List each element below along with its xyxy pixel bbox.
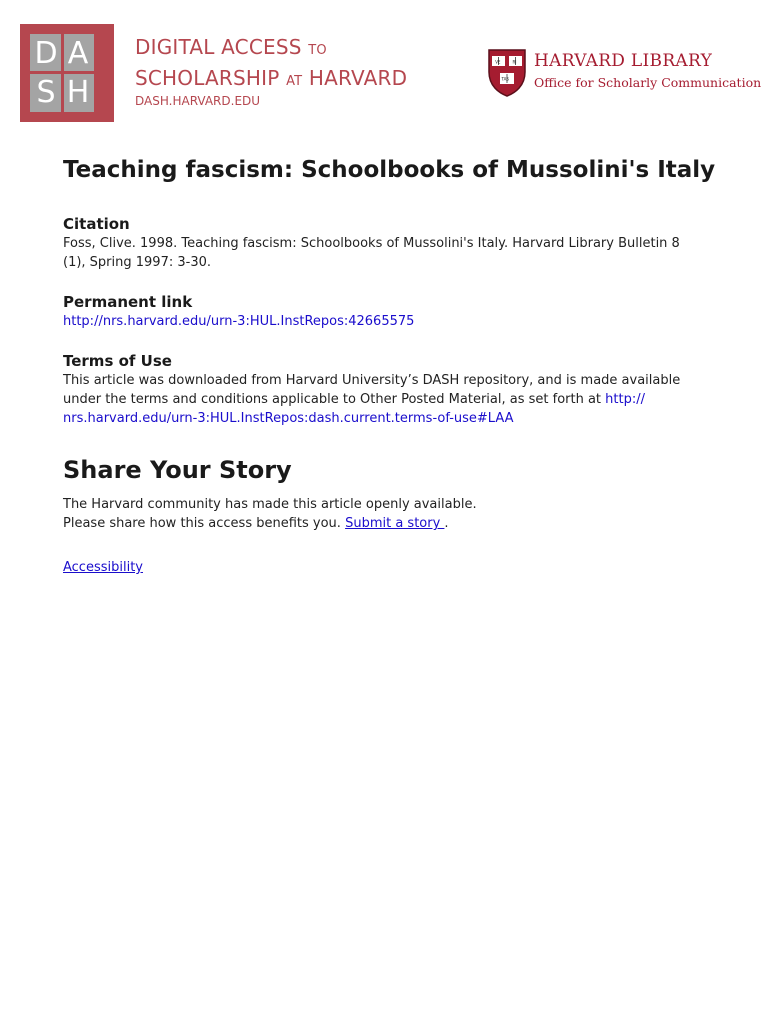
dash-logo-letter-d: D bbox=[34, 36, 58, 71]
dash-wordmark-harvard: HARVARD bbox=[308, 66, 408, 90]
terms-line-1: This article was downloaded from Harvard University’s DASH repository, and is made available bbox=[63, 373, 681, 388]
terms-of-use-text bbox=[63, 371, 713, 428]
dash-wordmark-at: AT bbox=[286, 74, 303, 89]
terms-of-use-link-part2[interactable]: nrs.harvard.edu/urn-3:HUL.InstRepos:dash.current.terms-of-use#LAA bbox=[63, 411, 514, 426]
citation-line-1: Foss, Clive. 1998. Teaching fascism: Schoolbooks of Mussolini's Italy. Harvard Library Bulletin 8 bbox=[63, 236, 680, 251]
accessibility-section bbox=[63, 558, 713, 577]
dash-url: DASH.HARVARD.EDU bbox=[135, 94, 261, 108]
harvard-library-title: HARVARD LIBRARY bbox=[534, 51, 713, 71]
share-line-2-period: . bbox=[444, 516, 449, 531]
terms-line-3 bbox=[63, 409, 713, 428]
shield-text-ve: VE bbox=[495, 59, 501, 65]
harvard-shield-icon bbox=[487, 48, 527, 98]
dash-logo-letter-s: S bbox=[36, 75, 56, 110]
dash-wordmark-digital-access: DIGITAL ACCESS bbox=[135, 35, 302, 59]
permanent-link-section bbox=[63, 292, 713, 331]
dash-wordmark-scholarship: SCHOLARSHIP bbox=[135, 66, 280, 90]
terms-of-use-section bbox=[63, 351, 713, 428]
accessibility-link[interactable]: Accessibility bbox=[63, 560, 143, 575]
share-line-2-text: Please share how this access benefits you. bbox=[63, 516, 346, 531]
share-line-1: The Harvard community has made this article openly available. bbox=[63, 497, 477, 512]
harvard-library-subtitle: Office for Scholarly Communication bbox=[534, 75, 762, 90]
shield-text-tas: TAS bbox=[501, 76, 509, 82]
share-your-story-heading: Share Your Story bbox=[63, 456, 292, 484]
share-section bbox=[63, 454, 713, 486]
dash-logo-letter-a: A bbox=[67, 36, 89, 71]
citation-heading: Citation bbox=[63, 215, 130, 233]
terms-of-use-heading: Terms of Use bbox=[63, 352, 172, 370]
share-text bbox=[63, 495, 713, 533]
terms-of-use-link-part1[interactable]: http:// bbox=[605, 392, 645, 407]
dash-wordmark-line2 bbox=[135, 64, 407, 96]
dash-logo-divider-horizontal bbox=[30, 71, 94, 74]
dash-wordmark bbox=[135, 34, 407, 96]
document-content bbox=[63, 152, 716, 575]
terms-line-2 bbox=[63, 390, 713, 409]
document-title: Teaching fascism: Schoolbooks of Mussolini's Italy bbox=[63, 157, 716, 183]
permanent-link-heading: Permanent link bbox=[63, 293, 193, 311]
dash-logo-letter-h: H bbox=[66, 75, 90, 110]
dash-logo bbox=[20, 24, 114, 122]
permanent-link-line bbox=[63, 312, 713, 331]
dash-wordmark-to: TO bbox=[308, 43, 327, 58]
submit-story-link[interactable]: Submit a story bbox=[345, 516, 445, 531]
dash-wordmark-line1 bbox=[135, 34, 407, 64]
permanent-link[interactable]: http://nrs.harvard.edu/urn-3:HUL.InstRepos:42665575 bbox=[63, 314, 415, 329]
shield-text-ri: RI bbox=[512, 59, 517, 65]
share-line-2 bbox=[63, 514, 713, 533]
citation-text bbox=[63, 234, 713, 272]
citation-section bbox=[63, 214, 713, 272]
citation-line-2: (1), Spring 1997: 3-30. bbox=[63, 255, 211, 270]
terms-line-2-text: under the terms and conditions applicable to Other Posted Material, as set forth at bbox=[63, 392, 606, 407]
